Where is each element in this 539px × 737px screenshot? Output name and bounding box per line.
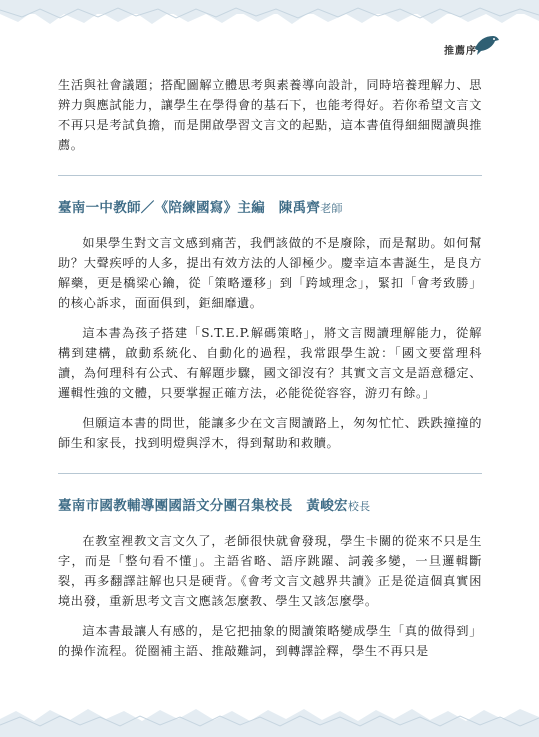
recommender-role: 老師 bbox=[320, 202, 343, 215]
body-paragraph: 這本書為孩子搭建「S.T.E.P.解碼策略」，將文言閱讀理解能力，從解構到建構，啟動系統化、自動化的過程，我常跟學生說：「國文要當理科讀，為何理科有公式、有解題步驟，國文卻沒有？其實文言文是語意穩定、邏輯性強的文體，只要掌握正確方法，必能從從容容，游刃有餘。」 bbox=[58, 326, 482, 400]
body-paragraph: 但願這本書的問世，能讓多少在文言閱讀路上，匆匆忙忙、跌跌撞撞的師生和家長，找到明燈與浮木，得到幫助和救贖。 bbox=[58, 416, 482, 450]
intro-paragraph: 生活與社會議題；搭配圖解立體思考與素養導向設計，同時培養理解力、思辨力與應試能力，讓學生在學得會的基石下，也能考得好。若你希望文言文不再只是考試負擔，而是開啟學習文言文的起點，這本書值得細細閱讀與推薦。 bbox=[58, 78, 482, 152]
section-title bbox=[58, 196, 482, 216]
body-paragraph: 如果學生對文言文感到痛苦，我們該做的不是廢除，而是幫助。如何幫助？大聲疾呼的人多，提出有效方法的人卻極少。慶幸這本書誕生，是良方解藥，更是橋梁心鑰，從「策略遷移」到「跨域理念」，緊扣「會考致勝」的核心訴求，面面俱到，鉅細靡遺。 bbox=[58, 236, 482, 310]
section-divider bbox=[58, 473, 482, 474]
body-paragraph: 在教室裡教文言文久了，老師很快就會發現，學生卡關的從來不只是生字，而是「整句看不懂」。主語省略、語序跳躍、詞義多變，一旦邏輯斷裂，再多翻譯註解也只是硬背。《會考文言文越界共讀》正是從這個真實困境出發，重新思考文言文應該怎麼教、學生又該怎麼學。 bbox=[58, 534, 482, 608]
main-content bbox=[58, 75, 482, 661]
bottom-wave-decoration bbox=[0, 697, 539, 737]
recommender-name: 臺南一中教師／《陪練國寫》主編 陳禹齊 bbox=[58, 200, 321, 216]
section-divider bbox=[58, 175, 482, 176]
section-title bbox=[58, 494, 482, 514]
header-label: 推薦序 bbox=[444, 46, 477, 57]
top-wave-decoration bbox=[0, 0, 539, 30]
bird-icon bbox=[473, 32, 501, 56]
recommender-name: 臺南市國教輔導團國語文分團召集校長 黃峻宏 bbox=[58, 498, 348, 514]
recommender-role: 校長 bbox=[347, 500, 371, 513]
body-paragraph: 這本書最讓人有感的，是它把抽象的閱讀策略變成學生「真的做得到」的操作流程。從圈補主語、推敲難詞，到轉譯詮釋，學生不再只是 bbox=[58, 624, 482, 658]
